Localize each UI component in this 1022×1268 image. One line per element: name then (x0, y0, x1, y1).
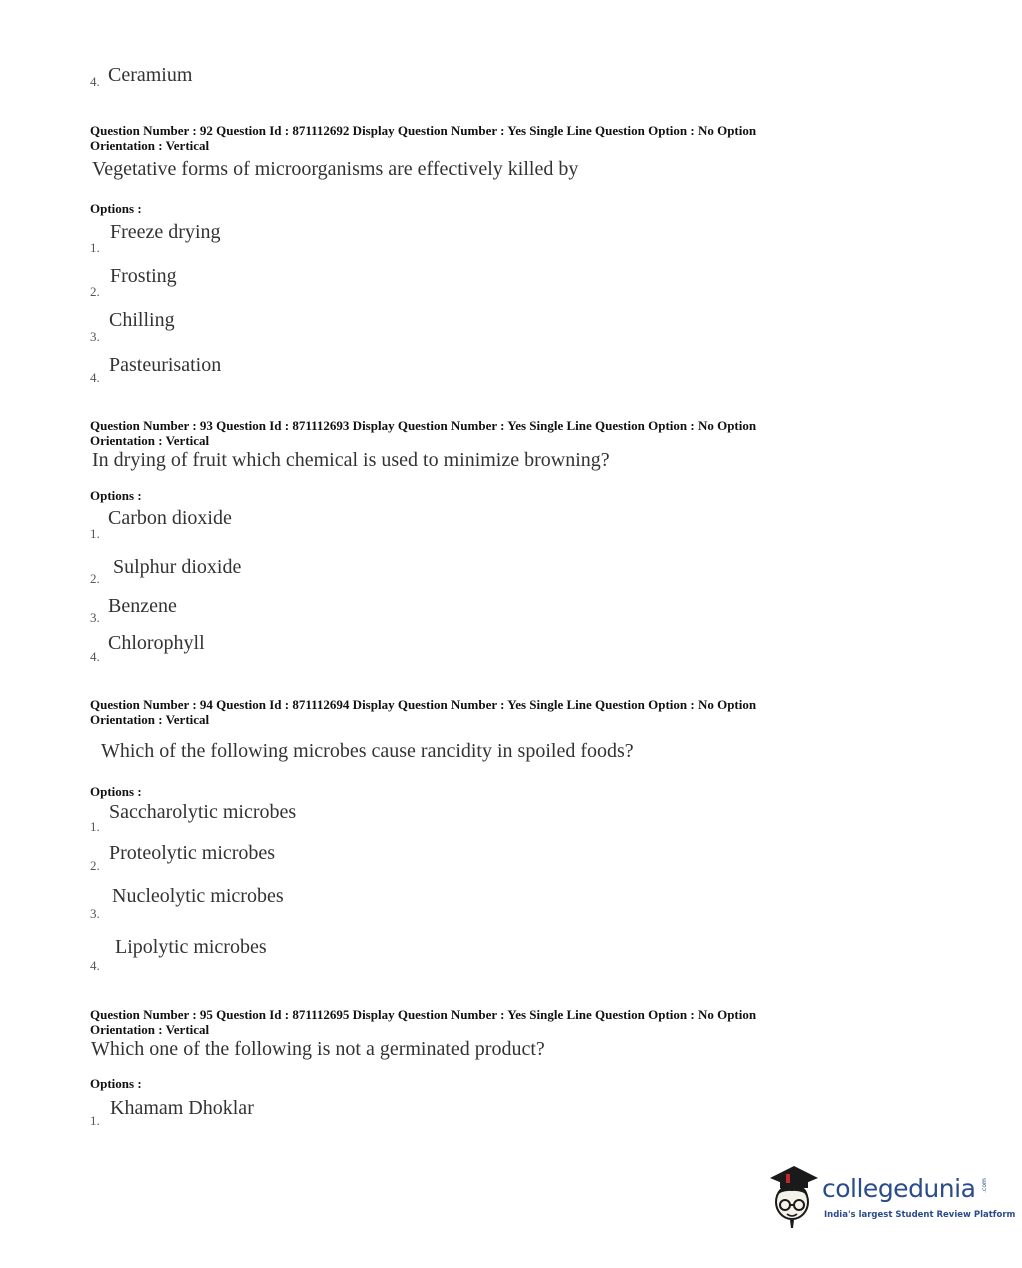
option-number: 3. (90, 329, 100, 344)
question-text: Vegetative forms of microorganisms are effectively killed by (92, 158, 579, 180)
option-text: Khamam Dhoklar (110, 1097, 254, 1119)
mascot-icon (762, 1160, 822, 1230)
collegedunia-logo (762, 1160, 1016, 1230)
options-label: Options : (90, 488, 142, 503)
question-text: Which of the following microbes cause rancidity in spoiled foods? (101, 740, 634, 762)
logo-suffix: .com (980, 1178, 988, 1193)
option-number: 1. (90, 240, 100, 255)
option-text: Proteolytic microbes (109, 842, 276, 864)
option-text: Pasteurisation (109, 354, 222, 376)
question-meta (90, 1007, 870, 1037)
options-label: Options : (90, 1076, 142, 1091)
option-number: 1. (90, 526, 100, 541)
question-meta-line: Question Number : 92 Question Id : 871112692 Display Question Number : Yes Single Line Question Option : No Option (90, 123, 757, 138)
option-number: 1. (90, 1113, 100, 1128)
options-label: Options : (90, 201, 142, 216)
question-meta-line: Question Number : 93 Question Id : 871112693 Display Question Number : Yes Single Line Question Option : No Option (90, 418, 757, 433)
question-meta-line: Orientation : Vertical (90, 712, 210, 727)
option-text: Carbon dioxide (108, 507, 232, 529)
option-text: Freeze drying (110, 221, 221, 243)
question-text: In drying of fruit which chemical is used to minimize browning? (92, 449, 610, 471)
option-number: 1. (90, 819, 100, 834)
question-meta-line: Question Number : 95 Question Id : 871112695 Display Question Number : Yes Single Line Question Option : No Option (90, 1007, 757, 1022)
option-number: 4. (90, 649, 100, 664)
option-text: Lipolytic microbes (115, 936, 267, 958)
option-number: 2. (90, 571, 100, 586)
option-number: 3. (90, 610, 100, 625)
option-text: Chlorophyll (108, 632, 205, 654)
option-number: 3. (90, 906, 100, 921)
option-number: 2. (90, 858, 100, 873)
logo-wordmark: collegedunia (822, 1174, 976, 1203)
option-text: Sulphur dioxide (113, 556, 242, 578)
question-meta-line: Orientation : Vertical (90, 1022, 210, 1037)
option-text: Chilling (109, 309, 175, 331)
question-meta (90, 697, 870, 727)
question-meta (90, 418, 870, 448)
option-text: Benzene (108, 595, 177, 617)
option-number: 2. (90, 284, 100, 299)
option-number: 4. (90, 370, 100, 385)
option-number: 4. (90, 74, 100, 89)
option-text: Nucleolytic microbes (112, 885, 284, 907)
question-meta-line: Orientation : Vertical (90, 433, 210, 448)
option-text: Saccharolytic microbes (109, 801, 297, 823)
question-meta-line: Orientation : Vertical (90, 138, 210, 153)
option-number: 4. (90, 958, 100, 973)
question-meta-line: Question Number : 94 Question Id : 871112694 Display Question Number : Yes Single Line Question Option : No Option (90, 697, 757, 712)
question-text: Which one of the following is not a germinated product? (91, 1038, 545, 1060)
question-meta (90, 123, 870, 153)
logo-tagline: India's largest Student Review Platform (824, 1210, 1016, 1220)
option-text: Ceramium (108, 64, 193, 86)
options-label: Options : (90, 784, 142, 799)
option-text: Frosting (110, 265, 177, 287)
